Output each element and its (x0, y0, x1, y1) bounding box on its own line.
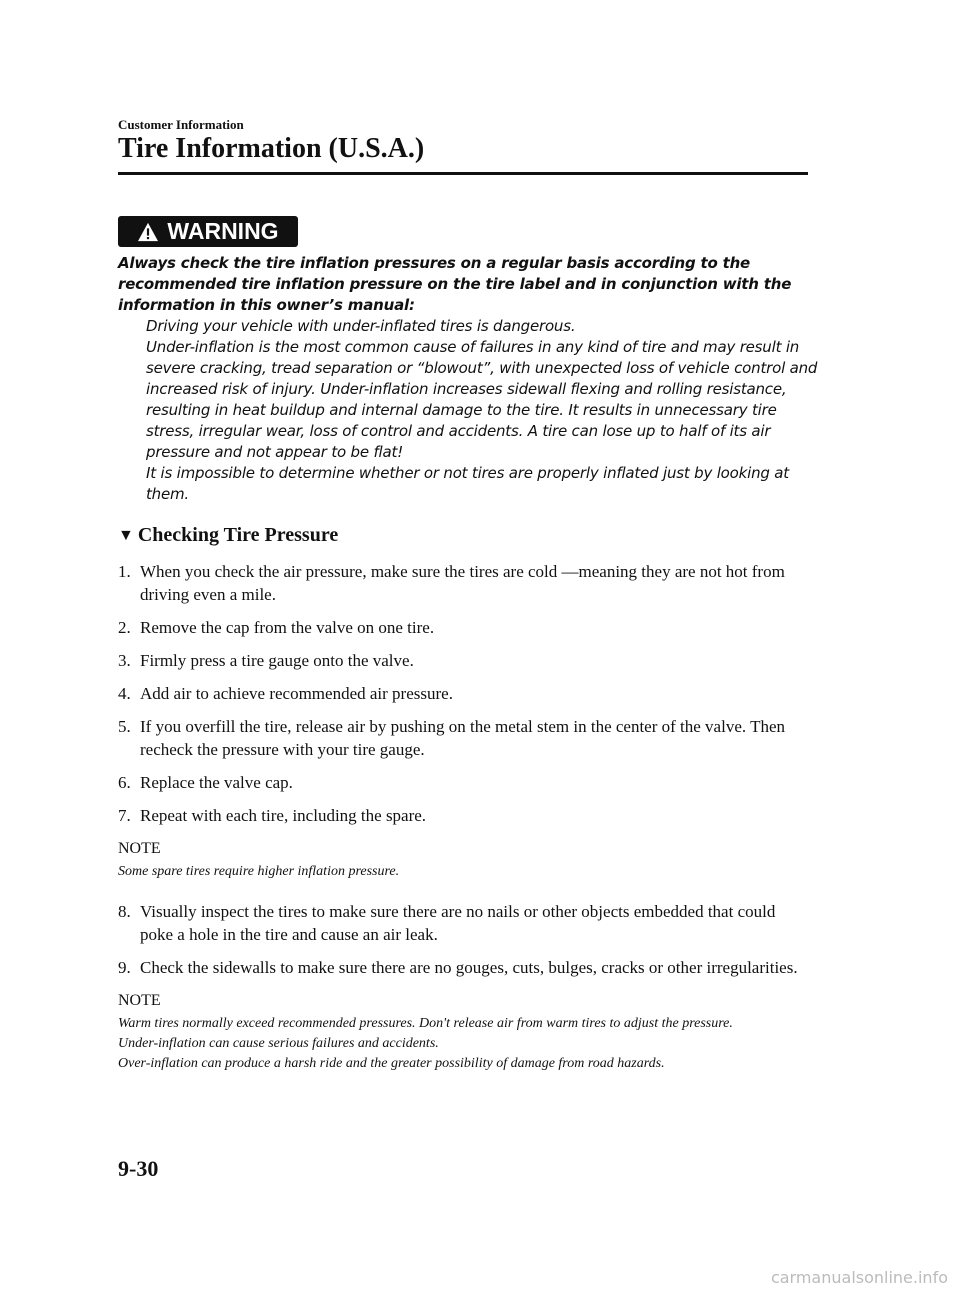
step-text: Repeat with each tire, including the spare. (140, 806, 427, 825)
step-number: 3. (118, 651, 131, 670)
note-block (118, 989, 808, 1074)
step-number: 5. (118, 717, 131, 736)
step-number: 2. (118, 618, 131, 637)
step-text: Remove the cap from the valve on one tire. (140, 618, 435, 637)
warning-lead: Always check the tire inflation pressures on a regular basis according to the recommended tire inflation pressure on the tire label and in conjunction with the information in this owner’s manual: (118, 254, 792, 314)
list-item (118, 649, 808, 672)
list-item (118, 956, 808, 979)
step-text: Firmly press a tire gauge onto the valve. (140, 651, 414, 670)
note-line: Under-inflation can cause serious failures and accidents. (118, 1036, 439, 1051)
header-section: Customer Information (118, 117, 244, 132)
section-heading-text: Checking Tire Pressure (137, 524, 339, 546)
list-item (118, 804, 808, 827)
page-number: 9-30 (118, 1156, 159, 1181)
warning-badge (118, 216, 298, 247)
warning-text (118, 253, 818, 505)
list-item (118, 771, 808, 794)
warning-line: Under-inflation is the most common cause of failures in any kind of tire and may result in severe cracking, tread separation or “blowout”, with unexpected loss of vehicle control and increased risk of injury. Under-inflation increases sidewall flexing and rolling resistance, resulting in heat buildup and internal damage to the tire. It results in unnecessary tire stress, irregular wear, loss of control and accidents. A tire can lose up to half of its air pressure and not appear to be flat! (146, 338, 818, 461)
list-item (118, 900, 808, 946)
section-marker-icon: ▼ (118, 526, 134, 544)
note-label: NOTE (118, 992, 161, 1009)
step-number: 6. (118, 773, 131, 792)
warning-triangle-icon (137, 222, 159, 242)
list-item (118, 715, 808, 761)
warning-label: WARNING (167, 218, 279, 244)
note-label: NOTE (118, 840, 161, 857)
watermark: carmanualsonline.info (770, 1268, 948, 1287)
section-heading (118, 524, 338, 547)
step-number: 7. (118, 806, 131, 825)
step-text: Replace the valve cap. (140, 773, 293, 792)
list-item (118, 560, 808, 606)
note-line: Some spare tires require higher inflation pressure. (118, 864, 400, 879)
instructions-body (118, 560, 808, 1092)
step-number: 1. (118, 562, 131, 581)
note-line: Over-inflation can produce a harsh ride and the greater possibility of damage from road hazards. (118, 1056, 665, 1071)
note-line: Warm tires normally exceed recommended pressures. Don't release air from warm tires to adjust the pressure. (118, 1016, 733, 1031)
step-text: Check the sidewalls to make sure there are no gouges, cuts, bulges, cracks or other irregularities. (140, 958, 798, 977)
step-text: Add air to achieve recommended air pressure. (140, 684, 453, 703)
step-number: 8. (118, 902, 131, 921)
title-rule (118, 172, 808, 175)
step-number: 9. (118, 958, 131, 977)
step-text: If you overfill the tire, release air by pushing on the metal stem in the center of the valve. Then recheck the pressure with your tire gauge. (140, 717, 785, 759)
list-item (118, 682, 808, 705)
warning-line: It is impossible to determine whether or not tires are properly inflated just by looking at them. (146, 464, 789, 503)
warning-line: Driving your vehicle with under-inflated tires is dangerous. (146, 317, 576, 335)
step-text: When you check the air pressure, make sure the tires are cold —meaning they are not hot from driving even a mile. (140, 562, 785, 604)
page-title: Tire Information (U.S.A.) (118, 133, 425, 164)
step-text: Visually inspect the tires to make sure there are no nails or other objects embedded that could poke a hole in the tire and cause an air leak. (140, 902, 776, 944)
list-item (118, 616, 808, 639)
note-block (118, 837, 808, 882)
step-number: 4. (118, 684, 131, 703)
